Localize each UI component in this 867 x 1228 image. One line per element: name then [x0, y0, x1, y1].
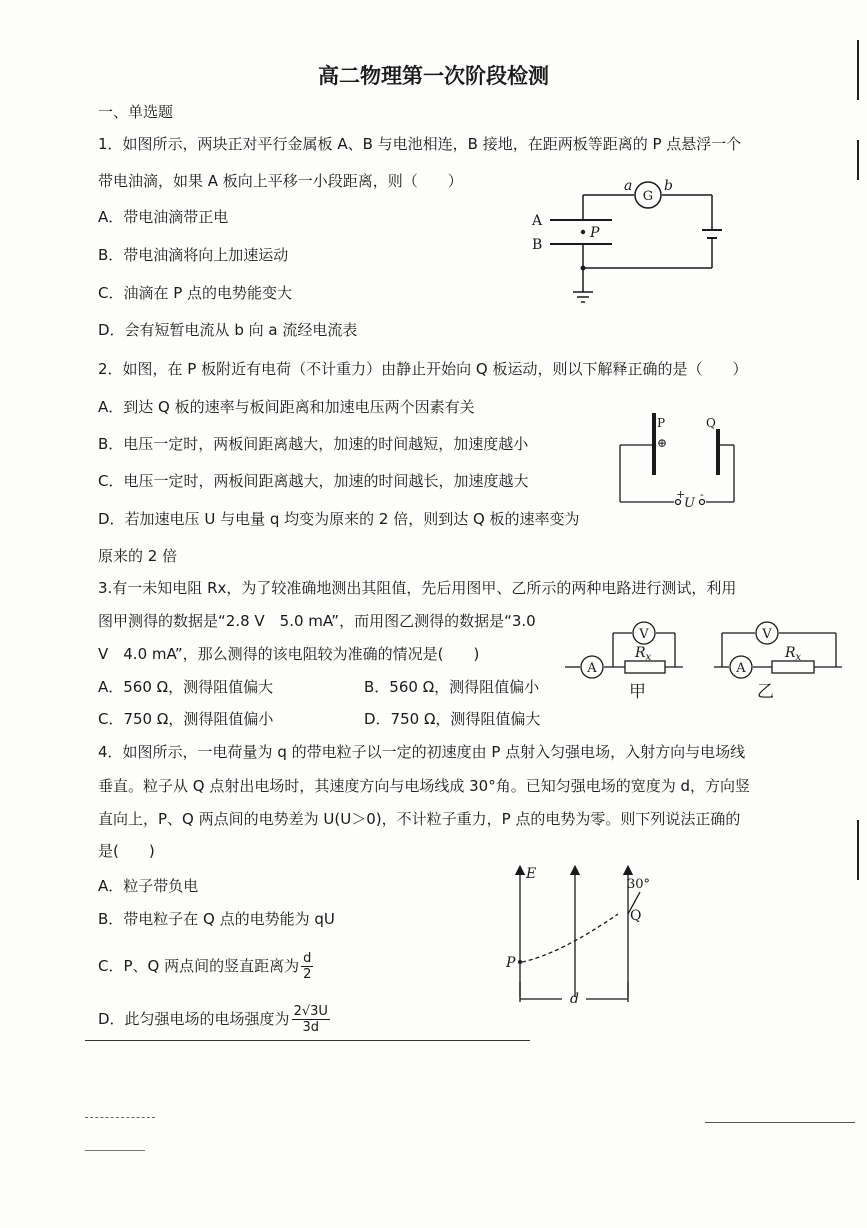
- section-heading: 一、单选题: [98, 103, 174, 121]
- q1-plate-a-label: A: [532, 213, 543, 229]
- q3-option-d: D．750 Ω，测得阻值偏大: [364, 710, 541, 728]
- positive-charge-icon: ⊕: [657, 436, 668, 450]
- q4-option-d-text: D．此匀强电场的电场强度为: [98, 1010, 290, 1028]
- voltmeter-icon: V: [639, 627, 649, 642]
- q4-angle-label: 30°: [627, 877, 651, 892]
- q2-plus-sign: +: [676, 488, 686, 501]
- q2-minus-sign: -: [700, 488, 704, 501]
- q3-jia-resistor-label: $R_x$: [635, 645, 652, 663]
- q4-option-c-fraction: $\frac{d}{2}$: [303, 951, 312, 982]
- q3-circuit-jia: [565, 615, 700, 705]
- q1-stem-line-1: 1．如图所示，两块正对平行金属板 A、B 与电池相连，B 接地，在距两板等距离的 P 点悬浮一个: [98, 135, 742, 153]
- page-title: 高二物理第一次阶段检测: [318, 63, 549, 88]
- page-edge-mark: [857, 820, 859, 880]
- q2-plates-diagram: [612, 405, 747, 515]
- q3-option-a: A．560 Ω，测得阻值偏大: [98, 678, 274, 696]
- q1-label-b: b: [664, 178, 673, 194]
- galvanometer-icon: G: [642, 189, 654, 204]
- q1-option-a: A．带电油滴带正电: [98, 208, 229, 226]
- page-edge-mark: [857, 40, 859, 100]
- q4-point-p-label: P: [506, 955, 516, 971]
- q2-option-c: C．电压一定时，两板间距离越大，加速的时间越长，加速度越大: [98, 472, 529, 490]
- q4-field-diagram: [500, 862, 660, 1012]
- q4-stem-line-1: 4．如图所示，一电荷量为 q 的带电粒子以一定的初速度由 P 点射入匀强电场，入射方向与电场线: [98, 743, 746, 761]
- q3-option-c: C．750 Ω，测得阻值偏小: [98, 710, 274, 728]
- q1-circuit-diagram: [520, 170, 735, 310]
- q3-stem-line-3: V 4.0 mA”，那么测得的该电阻较为准确的情况是( ): [98, 645, 480, 663]
- q3-stem-line-1: 3.有一未知电阻 Rx，为了较准确地测出其阻值，先后用图甲、乙所示的两种电路进行测试，利用: [98, 579, 737, 597]
- voltmeter-icon: V: [762, 627, 772, 642]
- bottom-rule: [85, 1040, 530, 1041]
- ammeter-icon: A: [587, 661, 597, 676]
- q2-option-d-line-1: D．若加速电压 U 与电量 q 均变为原来的 2 倍，则到达 Q 板的速率变为: [98, 510, 580, 528]
- q4-stem-line-4: 是( ): [98, 842, 155, 860]
- q3-yi-resistor-label: $R_x$: [785, 645, 802, 663]
- q4-option-c: [98, 951, 313, 982]
- scan-mark: [85, 1117, 155, 1118]
- q3-figure-yi-caption: 乙: [757, 682, 774, 702]
- q4-point-q-label: Q: [630, 908, 642, 924]
- q2-stem: 2．如图，在 P 板附近有电荷（不计重力）由静止开始向 Q 板运动，则以下解释正确的是（ ）: [98, 360, 748, 378]
- q4-option-a: A．粒子带负电: [98, 877, 199, 895]
- q4-option-c-text: C．P、Q 两点间的竖直距离为: [98, 957, 300, 975]
- q1-plate-b-label: B: [532, 237, 543, 253]
- scan-mark: [705, 1122, 855, 1123]
- q4-option-b: B．带电粒子在 Q 点的电势能为 qU: [98, 910, 335, 928]
- scan-mark: [85, 1150, 145, 1151]
- q3-option-b: B．560 Ω，测得阻值偏小: [364, 678, 540, 696]
- q3-figure-jia-caption: 甲: [629, 682, 646, 702]
- q2-option-b: B．电压一定时，两板间距离越大，加速的时间越短，加速度越小: [98, 435, 529, 453]
- q1-label-a: a: [624, 178, 633, 194]
- ammeter-icon: A: [736, 661, 746, 676]
- q2-option-a: A．到达 Q 板的速率与板间距离和加速电压两个因素有关: [98, 398, 475, 416]
- q3-circuit-yi: [712, 615, 852, 705]
- q4-stem-line-2: 垂直。粒子从 Q 点射出电场时，其速度方向与电场线成 30°角。已知匀强电场的宽度为 d，方向竖: [98, 777, 750, 795]
- q4-field-e-label: E: [526, 866, 537, 882]
- page-edge-mark: [857, 140, 859, 180]
- q1-option-b: B．带电油滴将向上加速运动: [98, 246, 289, 264]
- q1-point-p-label: P: [590, 225, 600, 241]
- q4-option-d: [98, 1004, 330, 1035]
- q3-stem-line-2: 图甲测得的数据是“2.8 V 5.0 mA”，而用图乙测得的数据是“3.0: [98, 612, 536, 630]
- q2-option-d-line-2: 原来的 2 倍: [98, 547, 178, 565]
- q1-stem-line-2: 带电油滴，如果 A 板向上平移一小段距离，则（ ）: [98, 172, 463, 190]
- q4-option-d-fraction: $\frac{2√3U}{3d}$: [293, 1004, 328, 1035]
- q4-stem-line-3: 直向上，P、Q 两点间的电势差为 U(U＞0)，不计粒子重力，P 点的电势为零。则下列说法正确的: [98, 810, 741, 828]
- q2-voltage-label: U: [684, 496, 695, 511]
- q1-option-c: C．油滴在 P 点的电势能变大: [98, 284, 293, 302]
- q2-plate-q-label: Q: [706, 416, 716, 430]
- q1-option-d: D．会有短暂电流从 b 向 a 流经电流表: [98, 321, 358, 339]
- q2-plate-p-label: P: [657, 416, 666, 430]
- q4-width-d-label: d: [570, 991, 579, 1007]
